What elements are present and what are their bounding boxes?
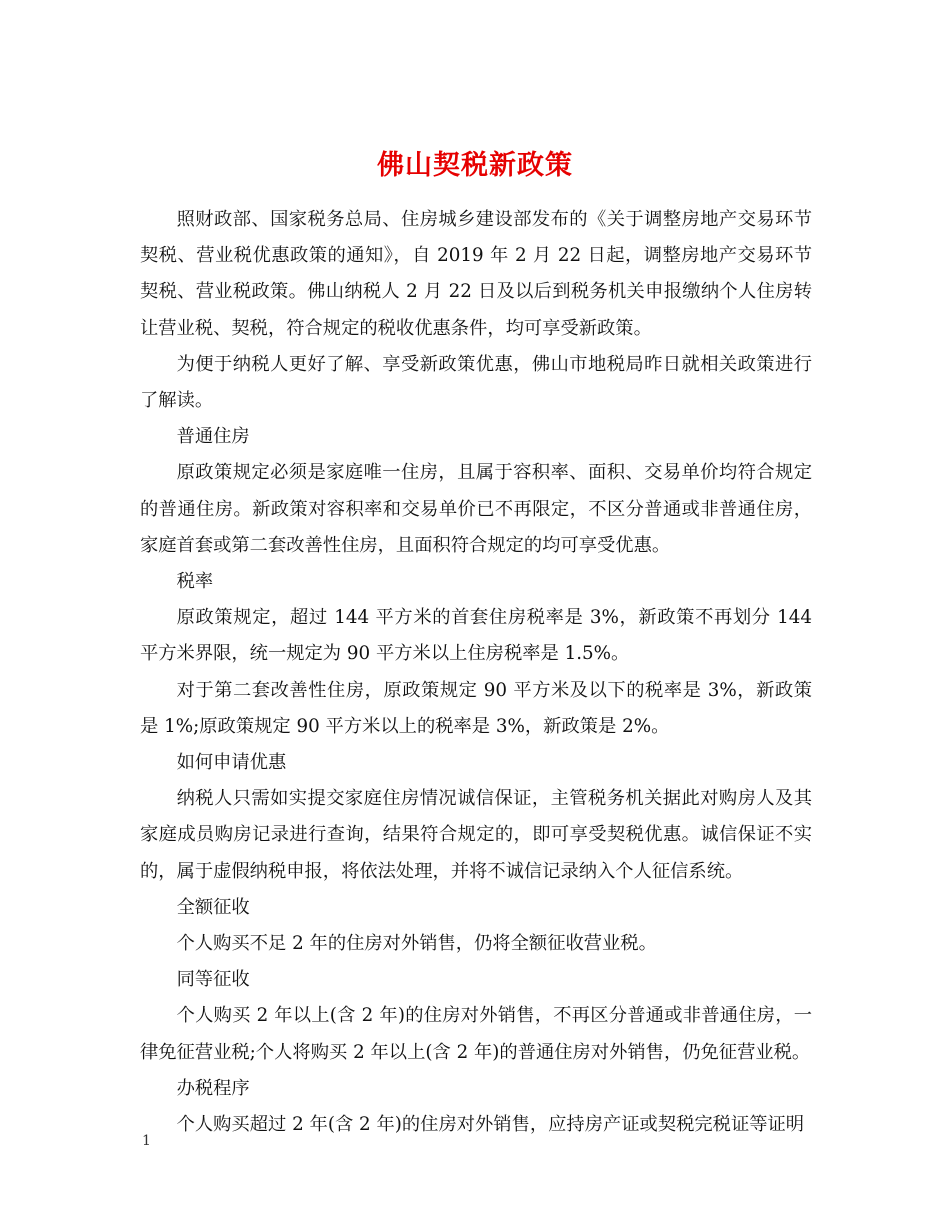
heading-equal-collection: 同等征收	[176, 969, 250, 991]
heading-ordinary-housing: 普通住房	[176, 426, 250, 448]
paragraph-first-home-rate: 原政策规定，超过 144 平方米的首套住房税率是 3%，新政策不再划分 144 平方米界限，统一规定为 90 平方米以上住房税率是 1.5%。	[140, 607, 812, 665]
paragraph-intro: 照财政部、国家税务总局、住房城乡建设部发布的《关于调整房地产交易环节契税、营业税优惠政策的通知》，自 2019 年 2 月 22 日起，调整房地产交易环节契税、营业税政策。佛山纳税人 2 月 22 日及以后到税务机关申报缴纳个人住房转让营业税、契税，符合规定的税收优惠条件，均可享受新政策。	[140, 209, 812, 339]
heading-tax-procedure: 办税程序	[176, 1077, 250, 1099]
heading-tax-rate: 税率	[176, 571, 214, 593]
heading-how-to-apply: 如何申请优惠	[176, 752, 287, 774]
paragraph-equal-collection: 个人购买 2 年以上(含 2 年)的住房对外销售，不再区分普通或非普通住房，一律免征营业税;个人将购买 2 年以上(含 2 年)的普通住房对外销售，仍免征营业税。	[140, 1005, 812, 1063]
document-body	[140, 202, 812, 1143]
paragraph-how-to-apply: 纳税人只需如实提交家庭住房情况诚信保证，主管税务机关据此对购房人及其家庭成员购房记录进行查询，结果符合规定的，即可享受契税优惠。诚信保证不实的，属于虚假纳税申报，将依法处理，并将不诚信记录纳入个人征信系统。	[140, 788, 812, 882]
page-number: 1	[142, 1133, 151, 1149]
paragraph-ordinary-housing: 原政策规定必须是家庭唯一住房，且属于容积率、面积、交易单价均符合规定的普通住房。新政策对容积率和交易单价已不再限定，不区分普通或非普通住房，家庭首套或第二套改善性住房，且面积符合规定的均可享受优惠。	[140, 462, 812, 556]
document-title: 佛山契税新政策	[377, 150, 573, 182]
paragraph-second-home-rate: 对于第二套改善性住房，原政策规定 90 平方米及以下的税率是 3%，新政策是 1%;原政策规定 90 平方米以上的税率是 3%，新政策是 2%。	[140, 679, 812, 737]
paragraph-tax-procedure: 个人购买超过 2 年(含 2 年)的住房对外销售，应持房产证或契税完税证等证明	[176, 1114, 805, 1136]
paragraph-interpretation: 为便于纳税人更好了解、享受新政策优惠，佛山市地税局昨日就相关政策进行了解读。	[140, 353, 812, 412]
paragraph-full-collection: 个人购买不足 2 年的住房对外销售，仍将全额征收营业税。	[176, 933, 657, 955]
heading-full-collection: 全额征收	[176, 896, 250, 918]
